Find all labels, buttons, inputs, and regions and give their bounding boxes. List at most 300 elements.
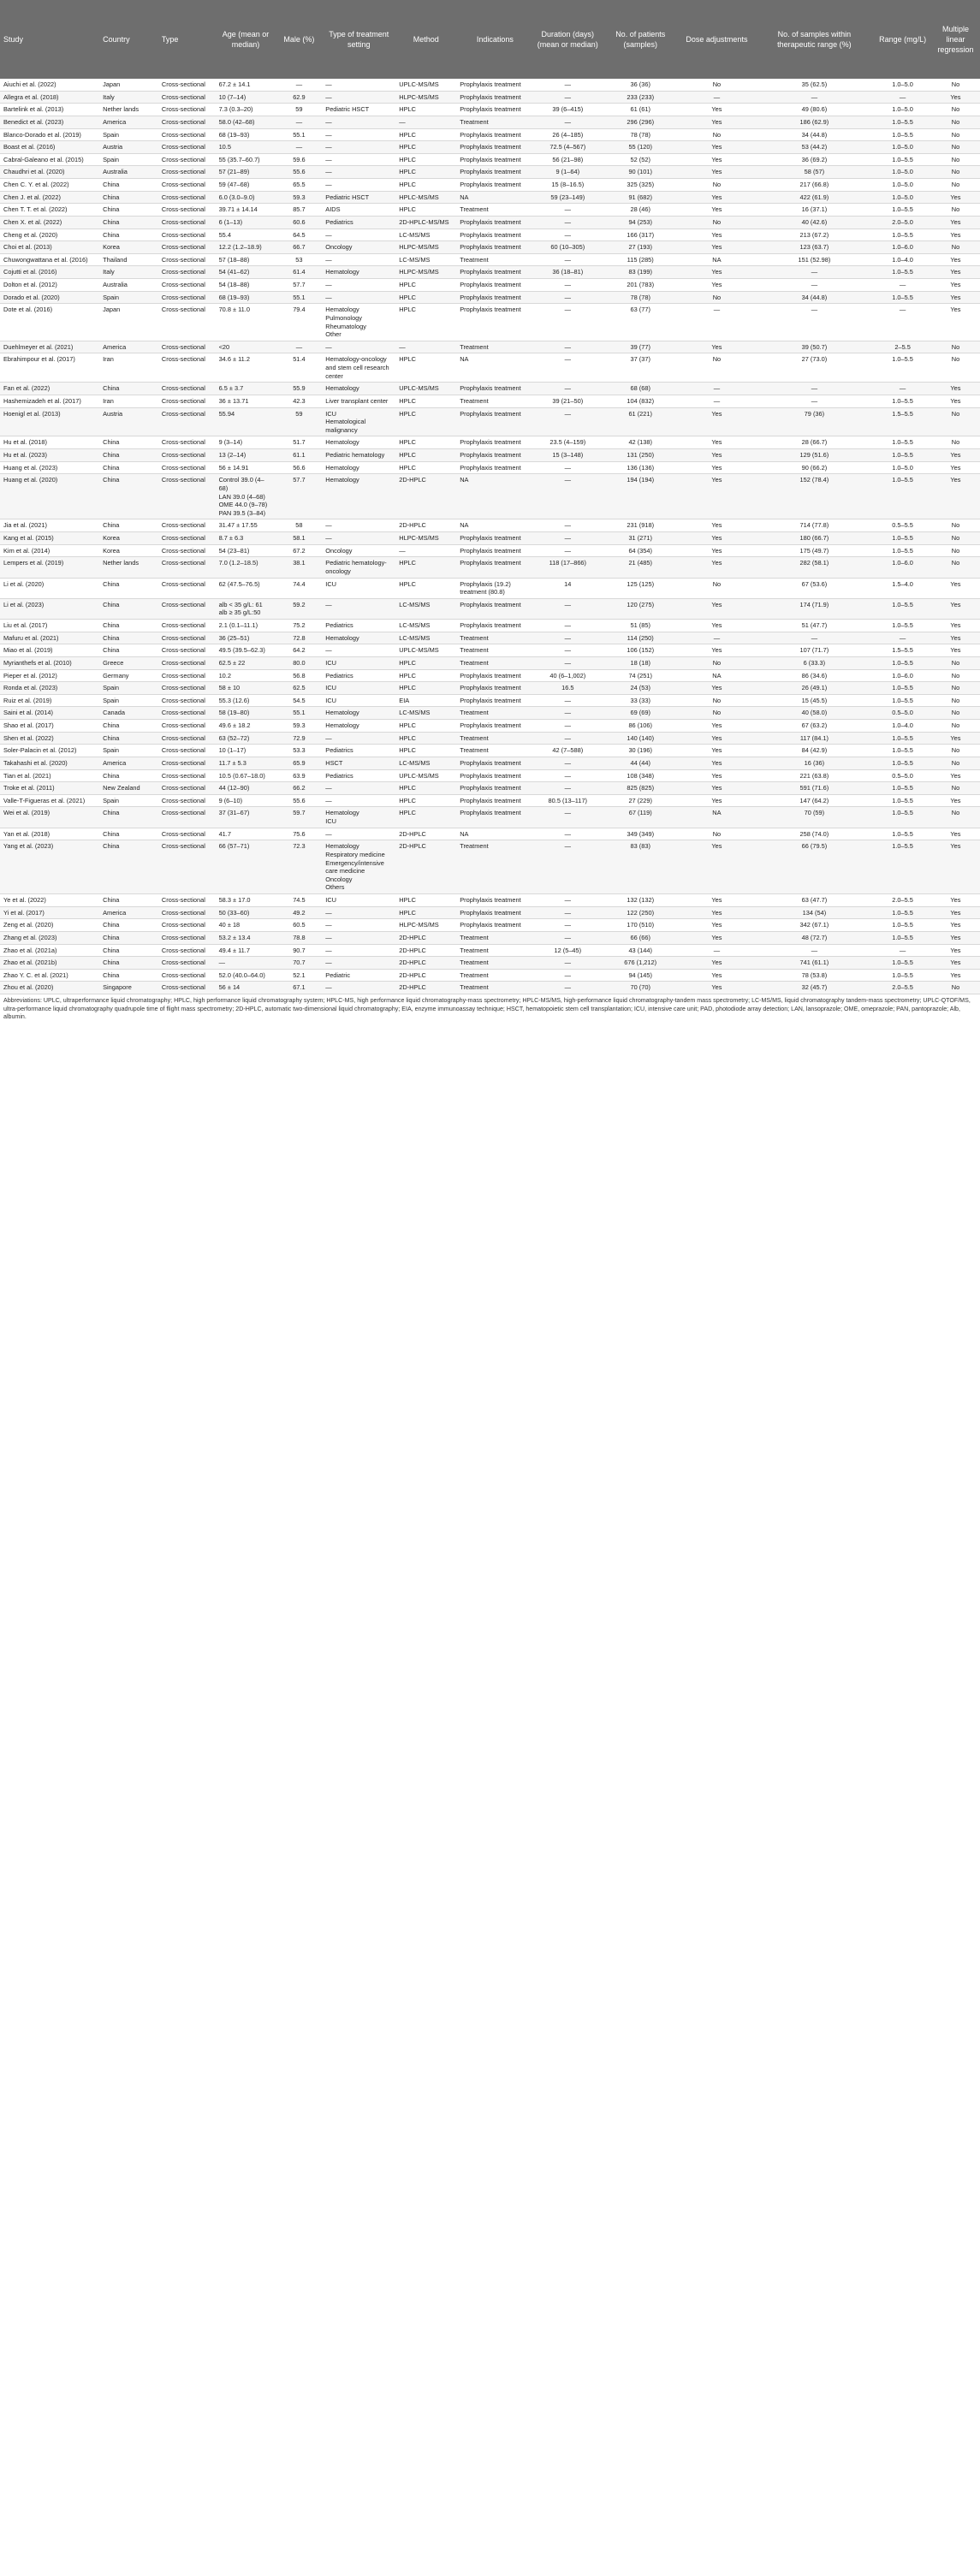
table-cell: 152 (78.4) [755, 474, 875, 519]
table-cell: — [534, 807, 603, 828]
table-cell: Yes [679, 931, 754, 944]
table-cell: 10.5 (0.67–18.0) [216, 769, 276, 782]
table-row [0, 982, 980, 994]
table-cell: HPLC [395, 141, 456, 154]
table-cell: 125 (125) [602, 578, 679, 598]
table-cell: 58.3 ± 17.0 [216, 894, 276, 907]
table-cell: HPLC-MS/MS [395, 191, 456, 204]
table-cell: 175 (49.7) [755, 544, 875, 557]
table-cell: Prophylaxis treatment [456, 720, 533, 733]
table-cell: China [99, 204, 158, 217]
table-cell: Yes [679, 266, 754, 279]
table-cell: Hematology [322, 632, 395, 644]
table-cell: Cross-sectional [158, 383, 216, 395]
table-cell: HPLC [395, 906, 456, 919]
table-cell: Hashemizadeh et al. (2017) [0, 395, 99, 407]
table-cell: Prophylaxis treatment [456, 694, 533, 707]
table-cell: 2D-HPLC [395, 931, 456, 944]
table-cell: 40 ± 18 [216, 919, 276, 932]
table-cell: — [874, 91, 931, 104]
table-cell: Treatment [456, 931, 533, 944]
table-cell: 64.5 [276, 229, 323, 241]
table-cell: 39 (6–415) [534, 104, 603, 116]
table-cell: 66 (57–71) [216, 840, 276, 894]
table-cell: Yes [679, 461, 754, 474]
table-cell: Pieper et al. (2012) [0, 669, 99, 682]
table-cell: NA [456, 191, 533, 204]
table-cell: — [322, 229, 395, 241]
table-cell: 422 (61.9) [755, 191, 875, 204]
table-cell: 0.5–5.5 [874, 519, 931, 532]
table-cell: 75.2 [276, 620, 323, 632]
table-cell: China [99, 840, 158, 894]
table-cell: 1.0–6.0 [874, 669, 931, 682]
table-cell: Yes [931, 632, 980, 644]
table-cell: 43 (144) [602, 944, 679, 957]
table-cell: — [534, 474, 603, 519]
table-footnote: Abbreviations: UPLC, ultraperformance liquid chromatography; HPLC, high performance liquid chromatography system; HPLC-MS, high performance liquid chromatography-mass spectrometry; HPLC-MS/MS, high-performance liquid chromatography-tandem mass spectrometry; LC-MS/MS, liquid chromatography tandem-mass spectrometry; UPLC-QTOF/MS, ultra-performance liquid chromatography quadrupole time of flight mass spectrometry; 2D-HPLC, automatic two-dimensional liquid chromatography; EIA, enzyme immunoassay technique; HSCT, hematopoietic stem cell transplantation; ICU, intensive care unit; PAD, photodiode array detection; LAN, lansoprazole; OME, omeprazole; PAN, pantoprazole; Alb, albumin. [3, 997, 971, 1021]
table-cell: China [99, 578, 158, 598]
table-cell: Japan [99, 79, 158, 91]
table-cell: — [276, 116, 323, 128]
table-cell: Thailand [99, 253, 158, 266]
table-cell: — [276, 141, 323, 154]
table-cell: Spain [99, 682, 158, 695]
table-cell: Treatment [456, 840, 533, 894]
table-cell: — [534, 828, 603, 840]
table-row [0, 395, 980, 407]
table-cell: Treatment [456, 644, 533, 657]
table-cell: Hematology [322, 436, 395, 449]
column-header: No. of samples within therapeutic range (%) [755, 0, 875, 79]
table-cell: 194 (194) [602, 474, 679, 519]
table-cell: America [99, 341, 158, 353]
table-cell: Prophylaxis treatment [456, 436, 533, 449]
table-cell: 61.1 [276, 449, 323, 462]
table-row [0, 620, 980, 632]
table-cell: 1.0–5.5 [874, 620, 931, 632]
table-cell: 68 (19–93) [216, 128, 276, 141]
table-cell: 55.3 (12.6) [216, 694, 276, 707]
table-cell: Zhang et al. (2023) [0, 931, 99, 944]
table-cell: 108 (348) [602, 769, 679, 782]
table-cell: — [395, 341, 456, 353]
table-cell: 349 (349) [602, 828, 679, 840]
table-cell: 10.5 [216, 141, 276, 154]
table-cell: 28 (66.7) [755, 436, 875, 449]
table-cell: 117 (84.1) [755, 732, 875, 745]
table-cell: Yes [931, 957, 980, 970]
column-header: Method [395, 0, 456, 79]
table-cell: Yes [931, 931, 980, 944]
table-cell: 186 (62.9) [755, 116, 875, 128]
table-cell: — [534, 969, 603, 982]
table-cell: 2.0–5.0 [874, 216, 931, 229]
table-cell: 34 (44.8) [755, 291, 875, 304]
table-cell: 2D-HPLC [395, 957, 456, 970]
table-cell: Chaudhri et al. (2020) [0, 166, 99, 179]
table-cell: Hu et al. (2018) [0, 436, 99, 449]
table-body [0, 79, 980, 994]
table-cell: Yes [931, 598, 980, 619]
table-cell: 60 (10–305) [534, 241, 603, 254]
table-cell: Yes [679, 906, 754, 919]
table-cell: ICU Hematological malignancy [322, 407, 395, 436]
table-cell: China [99, 216, 158, 229]
table-cell: alb < 35 g/L: 61 alb ≥ 35 g/L:50 [216, 598, 276, 619]
table-cell: 53 [276, 253, 323, 266]
table-cell: 1.0–5.5 [874, 969, 931, 982]
table-cell: 64 (354) [602, 544, 679, 557]
table-cell: Shao et al. (2017) [0, 720, 99, 733]
table-cell: Yes [679, 449, 754, 462]
table-cell: Yes [931, 461, 980, 474]
table-cell: Prophylaxis treatment [456, 757, 533, 769]
table-cell: Treatment [456, 982, 533, 994]
table-cell: 221 (63.8) [755, 769, 875, 782]
table-cell: 53.2 ± 13.4 [216, 931, 276, 944]
table-cell: — [216, 957, 276, 970]
table-cell: Ebrahimpour et al. (2017) [0, 353, 99, 383]
table-cell: 115 (285) [602, 253, 679, 266]
table-cell: HPLC [395, 732, 456, 745]
table-cell: 35 (62.5) [755, 79, 875, 91]
table-cell: 11.7 ± 5.3 [216, 757, 276, 769]
table-cell: 52 (52) [602, 153, 679, 166]
table-cell: 107 (71.7) [755, 644, 875, 657]
table-cell: Yes [679, 969, 754, 982]
table-cell: Korea [99, 544, 158, 557]
table-cell: HLPC-MS/MS [395, 91, 456, 104]
table-cell: 60.6 [276, 216, 323, 229]
table-row [0, 757, 980, 769]
table-cell: Treatment [456, 116, 533, 128]
table-cell: Prophylaxis treatment [456, 449, 533, 462]
table-cell: China [99, 436, 158, 449]
table-cell: Prophylaxis treatment [456, 794, 533, 807]
table-cell: Yes [679, 682, 754, 695]
table-cell: 74.4 [276, 578, 323, 598]
table-cell: NA [456, 353, 533, 383]
table-cell: 136 (136) [602, 461, 679, 474]
table-cell: NA [679, 807, 754, 828]
table-row [0, 807, 980, 828]
table-row [0, 769, 980, 782]
table-cell: 57 (18–88) [216, 253, 276, 266]
table-cell: 54 (18–88) [216, 279, 276, 292]
table-cell: — [534, 707, 603, 720]
table-row [0, 931, 980, 944]
table-cell: No [679, 578, 754, 598]
table-row [0, 166, 980, 179]
table-cell: 27 (193) [602, 241, 679, 254]
table-cell: — [874, 944, 931, 957]
table-cell: 296 (296) [602, 116, 679, 128]
table-cell: Greece [99, 656, 158, 669]
table-cell: Yes [679, 241, 754, 254]
table-cell: Prophylaxis treatment [456, 291, 533, 304]
table-cell: China [99, 919, 158, 932]
table-cell: 72.3 [276, 840, 323, 894]
table-cell: Jia et al. (2021) [0, 519, 99, 532]
table-cell: No [679, 216, 754, 229]
table-cell: NA [456, 474, 533, 519]
table-cell: Yes [931, 191, 980, 204]
table-row [0, 341, 980, 353]
table-cell: Yes [931, 216, 980, 229]
table-cell: Cross-sectional [158, 461, 216, 474]
table-cell: No [931, 436, 980, 449]
table-cell: 9 (6–10) [216, 794, 276, 807]
table-cell: 2D-HPLC [395, 519, 456, 532]
table-cell: HPLC [395, 279, 456, 292]
table-cell: Spain [99, 291, 158, 304]
table-cell: Prophylaxis treatment [456, 304, 533, 341]
table-cell: Prophylaxis treatment [456, 807, 533, 828]
table-cell: Yes [931, 304, 980, 341]
table-cell: China [99, 598, 158, 619]
table-cell: HPLC [395, 720, 456, 733]
table-cell: — [276, 79, 323, 91]
table-cell: Yes [931, 620, 980, 632]
table-cell: Yes [679, 957, 754, 970]
table-cell: — [534, 216, 603, 229]
column-header: Age (mean or median) [216, 0, 276, 79]
table-cell: 86 (106) [602, 720, 679, 733]
table-cell: Cross-sectional [158, 253, 216, 266]
table-cell: 66.7 [276, 241, 323, 254]
table-cell: NA [679, 669, 754, 682]
table-cell: Treatment [456, 957, 533, 970]
table-row [0, 732, 980, 745]
table-cell: Treatment [456, 395, 533, 407]
table-cell: LC-MS/MS [395, 598, 456, 619]
table-cell: Prophylaxis treatment [456, 894, 533, 907]
table-cell: — [755, 632, 875, 644]
table-cell: 18 (18) [602, 656, 679, 669]
table-cell: China [99, 720, 158, 733]
table-cell: HPLC [395, 104, 456, 116]
table-cell: 131 (250) [602, 449, 679, 462]
table-cell: Yes [679, 341, 754, 353]
table-cell: 180 (66.7) [755, 532, 875, 545]
table-cell: Cross-sectional [158, 166, 216, 179]
table-cell: 1.0–5.5 [874, 598, 931, 619]
table-cell: Spain [99, 128, 158, 141]
table-cell: 1.0–5.5 [874, 782, 931, 795]
table-cell: HPLC [395, 304, 456, 341]
table-cell: No [931, 104, 980, 116]
table-cell: Yes [679, 919, 754, 932]
table-cell: No [931, 656, 980, 669]
table-row [0, 957, 980, 970]
table-cell: 134 (54) [755, 906, 875, 919]
table-cell: 1.0–5.5 [874, 794, 931, 807]
table-cell: Yes [679, 644, 754, 657]
column-header: Multiple linear regression [931, 0, 980, 79]
table-cell: 65.5 [276, 179, 323, 192]
table-cell: 39.71 ± 14.14 [216, 204, 276, 217]
table-cell: Chen J. et al. (2022) [0, 191, 99, 204]
table-cell: 42 (7–588) [534, 745, 603, 757]
table-cell: Pediatric hematology [322, 449, 395, 462]
table-cell: Prophylaxis treatment [456, 669, 533, 682]
table-cell: Saini et al. (2014) [0, 707, 99, 720]
table-cell: Soler-Palacin et al. (2012) [0, 745, 99, 757]
table-cell: Li et al. (2020) [0, 578, 99, 598]
table-row [0, 656, 980, 669]
table-cell: — [534, 906, 603, 919]
table-cell: 40 (42.6) [755, 216, 875, 229]
table-cell: 2D-HPLC [395, 828, 456, 840]
table-cell: Cross-sectional [158, 931, 216, 944]
table-row [0, 141, 980, 154]
table-cell: Cross-sectional [158, 894, 216, 907]
table-cell: HPLC [395, 578, 456, 598]
table-cell: Pediatrics [322, 216, 395, 229]
table-cell: No [931, 407, 980, 436]
table-cell: 231 (918) [602, 519, 679, 532]
table-cell: 67 (119) [602, 807, 679, 828]
table-cell: HPLC [395, 745, 456, 757]
table-cell: 1.0–5.5 [874, 919, 931, 932]
table-cell: Pediatrics [322, 745, 395, 757]
table-cell: 1.0–5.5 [874, 828, 931, 840]
table-cell: 1.0–5.0 [874, 79, 931, 91]
table-cell: — [322, 91, 395, 104]
table-cell: Yes [679, 757, 754, 769]
table-cell: China [99, 894, 158, 907]
table-cell: 6.0 (3.0–9.0) [216, 191, 276, 204]
table-cell: Cross-sectional [158, 216, 216, 229]
table-cell: 49 (80.6) [755, 104, 875, 116]
table-cell: Kim et al. (2014) [0, 544, 99, 557]
table-cell: Li et al. (2023) [0, 598, 99, 619]
table-cell: 66 (79.5) [755, 840, 875, 894]
table-cell: 6 (33.3) [755, 656, 875, 669]
table-cell: Cross-sectional [158, 982, 216, 994]
column-header: Duration (days) (mean or median) [534, 0, 603, 79]
table-cell: — [534, 461, 603, 474]
table-cell: Cross-sectional [158, 91, 216, 104]
table-cell: Cross-sectional [158, 745, 216, 757]
table-cell: — [534, 769, 603, 782]
table-cell: Huang et al. (2020) [0, 474, 99, 519]
table-cell: 1.0–6.0 [874, 557, 931, 578]
table-cell: — [874, 632, 931, 644]
table-cell: Prophylaxis treatment [456, 906, 533, 919]
table-cell: Control 39.0 (4–68) LAN 39.0 (4–68) OME 44.0 (9–78) PAN 39.5 (3–84) [216, 474, 276, 519]
table-cell: Prophylaxis treatment [456, 769, 533, 782]
table-cell: HPLC [395, 436, 456, 449]
table-cell: Cross-sectional [158, 279, 216, 292]
table-cell: 1.0–6.0 [874, 241, 931, 254]
table-cell: 70 (59) [755, 807, 875, 828]
table-cell: 56 ± 14 [216, 982, 276, 994]
table-cell: China [99, 191, 158, 204]
table-cell: 72.8 [276, 632, 323, 644]
table-cell: Tian et al. (2021) [0, 769, 99, 782]
table-cell: Cross-sectional [158, 474, 216, 519]
table-cell: 56 ± 14.91 [216, 461, 276, 474]
table-cell: Cross-sectional [158, 79, 216, 91]
table-cell: 140 (140) [602, 732, 679, 745]
table-row [0, 578, 980, 598]
table-cell: Yes [931, 253, 980, 266]
table-cell: Hematology [322, 266, 395, 279]
table-cell: China [99, 474, 158, 519]
table-cell: 166 (317) [602, 229, 679, 241]
table-cell: — [679, 91, 754, 104]
table-cell: — [322, 931, 395, 944]
table-cell: Italy [99, 91, 158, 104]
table-cell: 41.7 [216, 828, 276, 840]
table-cell: 55.6 [276, 166, 323, 179]
table-cell: China [99, 179, 158, 192]
table-row [0, 279, 980, 292]
table-row [0, 840, 980, 894]
table-row [0, 969, 980, 982]
table-cell: Takahashi et al. (2020) [0, 757, 99, 769]
table-cell: Cross-sectional [158, 782, 216, 795]
table-cell: 67 (53.6) [755, 578, 875, 598]
table-cell: 78 (53.8) [755, 969, 875, 982]
table-cell: 67 (63.2) [755, 720, 875, 733]
table-cell: No [679, 291, 754, 304]
table-cell: Yes [931, 578, 980, 598]
table-cell: Prophylaxis treatment [456, 229, 533, 241]
table-cell: Cross-sectional [158, 682, 216, 695]
table-cell: Pediatric [322, 969, 395, 982]
table-cell: 16.5 [534, 682, 603, 695]
table-cell: No [679, 694, 754, 707]
studies-table [0, 0, 980, 994]
table-cell: Treatment [456, 341, 533, 353]
table-cell: 6.5 ± 3.7 [216, 383, 276, 395]
table-cell: Treatment [456, 707, 533, 720]
table-cell: Chen T. T. et al. (2022) [0, 204, 99, 217]
table-row [0, 204, 980, 217]
table-cell: 1.0–5.5 [874, 906, 931, 919]
table-cell: 55.94 [216, 407, 276, 436]
table-cell: — [755, 395, 875, 407]
table-cell: No [931, 682, 980, 695]
table-cell: HLPC-MS/MS [395, 919, 456, 932]
table-cell: 217 (66.8) [755, 179, 875, 192]
table-cell: 59.3 [276, 191, 323, 204]
table-cell: Yes [931, 969, 980, 982]
table-row [0, 745, 980, 757]
table-cell: Lempers et al. (2019) [0, 557, 99, 578]
table-row [0, 153, 980, 166]
table-cell: Yes [931, 794, 980, 807]
table-cell: 1.0–5.5 [874, 656, 931, 669]
table-cell: 10 (1–17) [216, 745, 276, 757]
study-table-container [0, 0, 980, 1024]
table-cell: Prophylaxis treatment [456, 532, 533, 545]
table-cell: — [534, 720, 603, 733]
table-cell: 27 (73.0) [755, 353, 875, 383]
table-cell: — [534, 279, 603, 292]
table-cell: 53 (44.2) [755, 141, 875, 154]
table-cell: Yes [931, 449, 980, 462]
table-cell: Hematology [322, 474, 395, 519]
table-cell: — [534, 304, 603, 341]
table-cell: Cross-sectional [158, 578, 216, 598]
table-cell: — [322, 153, 395, 166]
table-cell: 51.7 [276, 436, 323, 449]
table-cell: Yes [679, 229, 754, 241]
